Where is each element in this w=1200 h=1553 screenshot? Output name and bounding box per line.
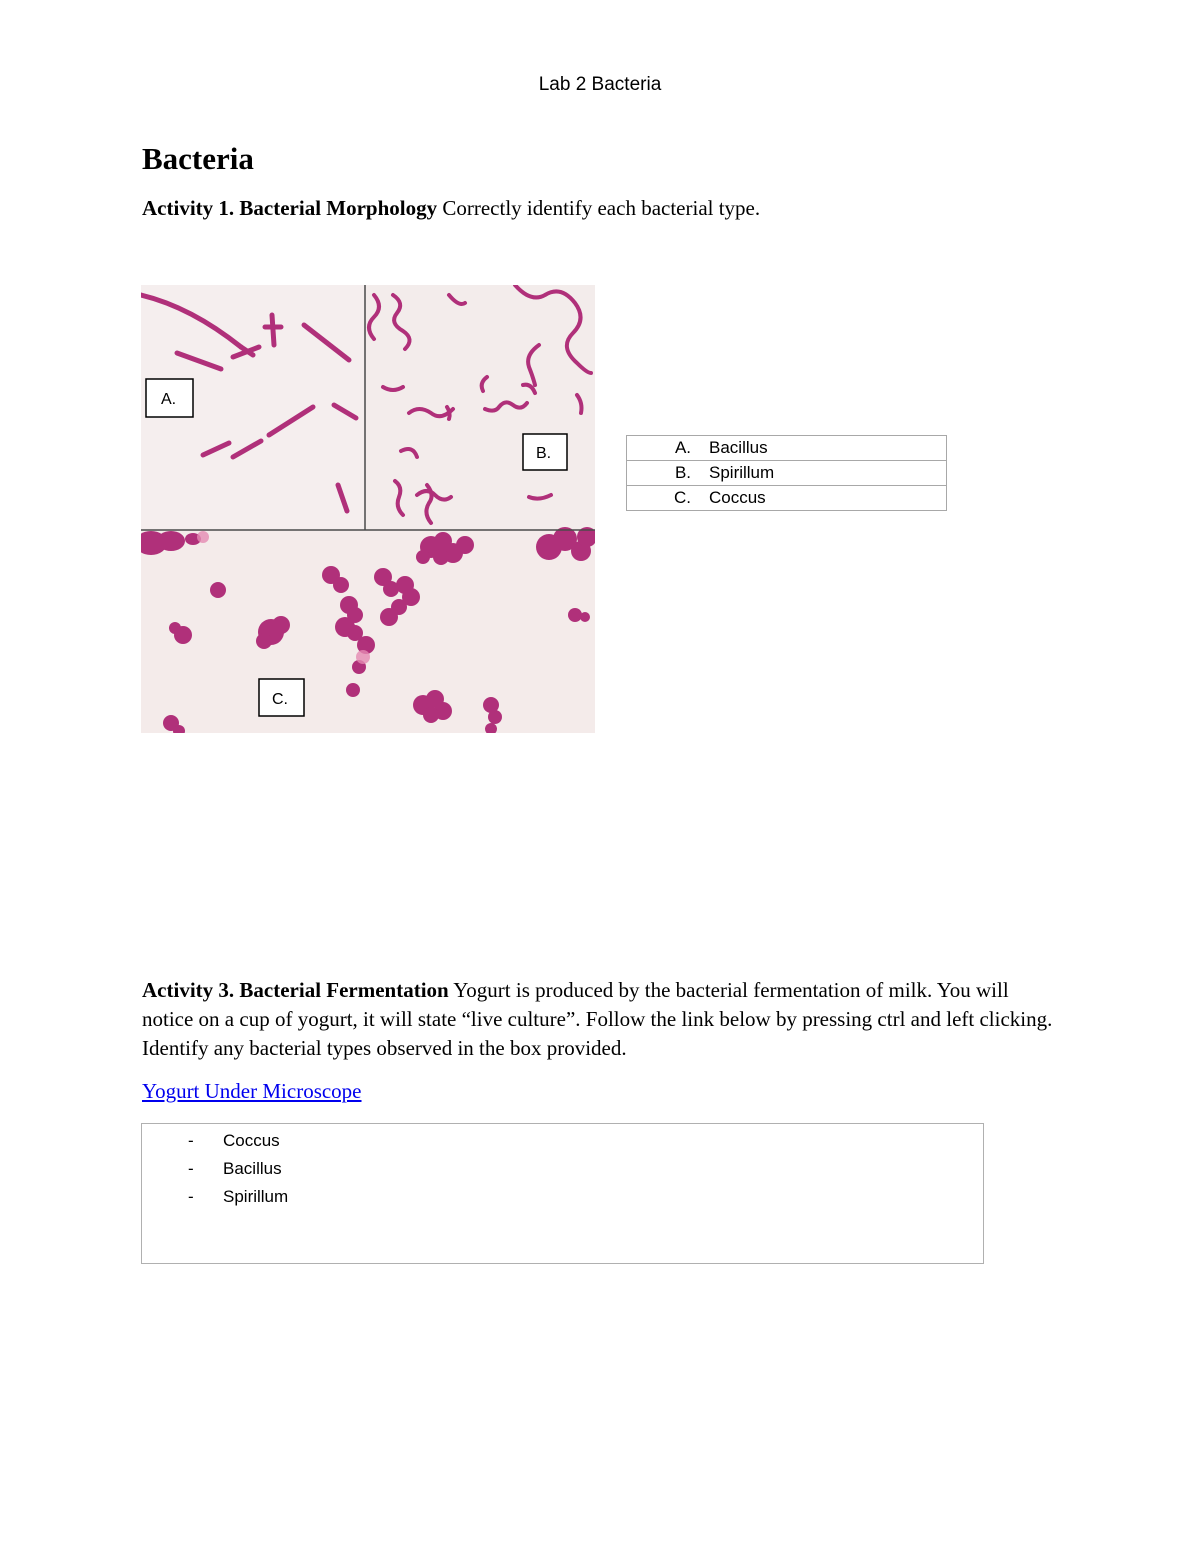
answer-cell[interactable] [627, 486, 947, 511]
answer-text-box[interactable] [141, 1123, 984, 1264]
list-item-text: Spirillum [223, 1187, 289, 1206]
activity-3-label: Activity 3. Bacterial Fermentation [142, 978, 449, 1002]
activity-1-label: Activity 1. Bacterial Morphology [142, 196, 438, 220]
bullet-dash: - [188, 1187, 194, 1206]
list-item [142, 1158, 983, 1186]
answer-value: Spirillum [709, 463, 775, 482]
list-item-text: Bacillus [223, 1159, 282, 1178]
answer-letter: B. [674, 463, 691, 482]
activity-3-body: Yogurt is produced by the bacterial fermentation of milk. You will notice on a cup of yogurt, it will state “live culture”. Follow the link below by pressing ctrl and left clicking. Identify any bacterial types observed in the box provided. [142, 978, 1053, 1060]
yogurt-microscope-link[interactable]: Yogurt Under Microscope [142, 1079, 362, 1103]
label-b: B. [536, 445, 552, 462]
list-item [142, 1186, 983, 1214]
page-header: Lab 2 Bacteria [538, 74, 662, 95]
activity-3-text [142, 976, 1062, 1063]
answer-cell[interactable] [627, 461, 947, 486]
bacteria-micrograph-figure [141, 285, 595, 733]
activity-1-instruction: Correctly identify each bacterial type. [442, 196, 761, 220]
answer-cell[interactable] [627, 436, 947, 461]
list-item [142, 1130, 983, 1158]
bullet-dash: - [188, 1159, 194, 1178]
answer-row [627, 461, 947, 486]
panel-c-background [141, 530, 595, 733]
answer-table [626, 435, 947, 511]
answer-value: Coccus [709, 488, 766, 507]
answer-letter: C. [674, 488, 691, 507]
page-title: Bacteria [142, 141, 254, 176]
answer-value: Bacillus [709, 438, 768, 457]
answer-row [627, 486, 947, 511]
activity-1-text [142, 196, 760, 221]
bullet-dash: - [188, 1131, 194, 1150]
answer-row [627, 436, 947, 461]
answer-list [142, 1124, 983, 1214]
label-a: A. [161, 391, 177, 408]
answer-letter: A. [674, 438, 691, 457]
list-item-text: Coccus [223, 1131, 280, 1150]
label-c: C. [272, 691, 288, 708]
